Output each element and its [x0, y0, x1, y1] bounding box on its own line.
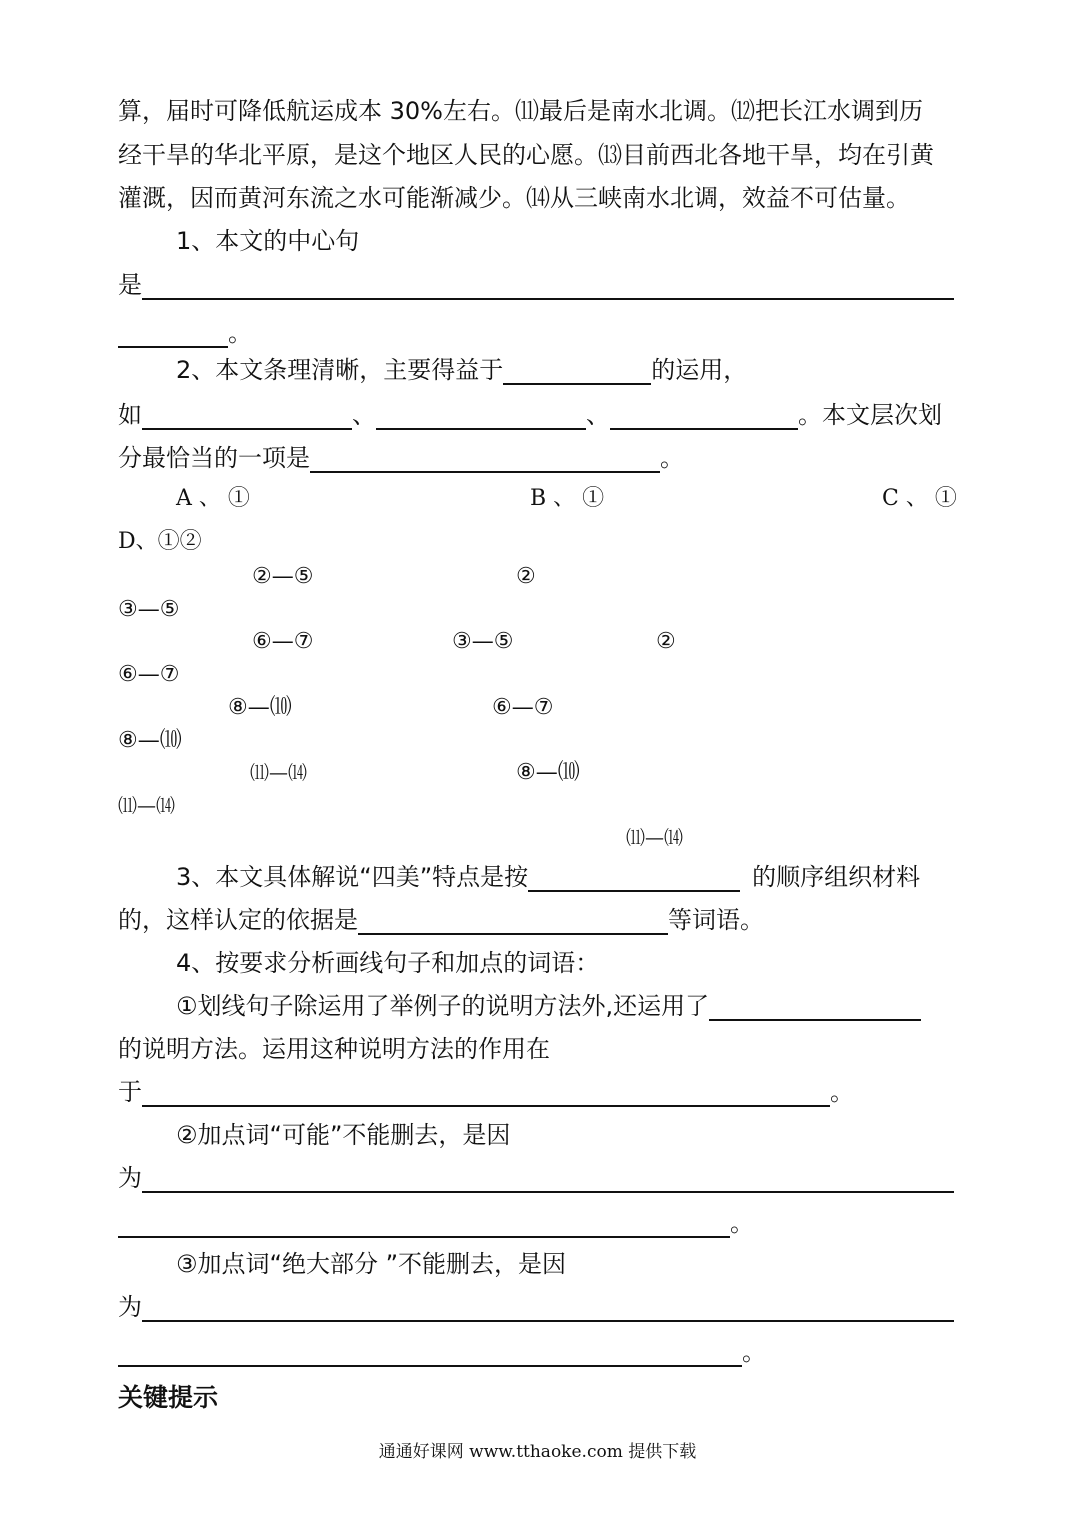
question-4-s3end: 。 — [742, 1338, 766, 1366]
question-2-end: 。 — [660, 444, 684, 472]
answer-blank[interactable] — [142, 1167, 954, 1193]
question-4-s2-line-2 — [118, 1208, 754, 1238]
question-3-prompt: 3、本文具体解说“四美”特点是按 — [176, 863, 529, 891]
question-3-line2b: 等词语。 — [668, 906, 764, 934]
question-4-s3-line-2 — [118, 1337, 766, 1367]
question-1-prompt: 1、本文的中心句 — [176, 227, 360, 255]
question-4-prompt: 4、按要求分析画线句子和加点的词语： — [176, 949, 600, 977]
question-3-after: 的顺序组织材料 — [752, 863, 921, 891]
question-3-line-1 — [176, 862, 920, 892]
question-4-s1end: 。 — [830, 1078, 854, 1106]
option-a-label: A 、 ① — [176, 486, 250, 511]
question-2-after: 的运用， — [651, 356, 748, 384]
question-2-line-3 — [118, 443, 684, 473]
question-4-s2lead: 为 — [118, 1164, 142, 1192]
option-b-item: ⑧—⑽ — [516, 760, 580, 785]
passage-line-2: 经干旱的华北平原，是这个地区人民的心愿。⒀目前西北各地干旱，均在引黄 — [118, 141, 934, 169]
question-4-s2-line — [118, 1163, 954, 1193]
answer-blank[interactable] — [142, 274, 954, 300]
passage-line-3: 灌溉，因而黄河东流之水可能渐减少。⒁从三峡南水北调，效益不可估量。 — [118, 184, 910, 212]
answer-blank[interactable] — [358, 909, 668, 935]
answer-blank[interactable] — [142, 1296, 954, 1322]
question-2-line-2 — [118, 400, 942, 430]
answer-blank[interactable] — [142, 1081, 830, 1107]
answer-blank[interactable] — [528, 866, 740, 892]
question-4-s3: ③加点词“绝大部分 ”不能删去，是因 — [176, 1250, 567, 1278]
option-d-label: D、①② — [118, 529, 202, 554]
question-1-answer-line — [118, 270, 954, 300]
answer-blank[interactable] — [118, 1212, 730, 1238]
question-2-sep: 、 — [586, 401, 610, 429]
option-a-item: ⑥—⑦ — [252, 629, 314, 654]
option-c-item: ② — [656, 629, 676, 654]
question-2-line-1 — [176, 355, 747, 385]
question-4-s3-line — [118, 1292, 954, 1322]
question-3-line-2 — [118, 905, 764, 935]
question-4-s1c-line — [118, 1077, 854, 1107]
answer-blank[interactable] — [610, 404, 798, 430]
question-1-lead: 是 — [118, 271, 142, 299]
question-4-s1: ①划线句子除运用了举例子的说明方法外,还运用了 — [176, 992, 710, 1020]
question-1-end: 。 — [228, 319, 252, 347]
question-4-s2: ②加点词“可能”不能删去，是因 — [176, 1121, 511, 1149]
question-4-s1c: 于 — [118, 1078, 142, 1106]
answer-blank[interactable] — [118, 1341, 742, 1367]
question-4-sub-1 — [176, 991, 921, 1021]
answer-blank[interactable] — [503, 359, 651, 385]
page-footer: 通通好课网 www.tthaoke.com 提供下载 — [378, 1442, 697, 1462]
answer-blank[interactable] — [709, 995, 921, 1021]
option-a-item: ②—⑤ — [252, 564, 314, 589]
answer-blank[interactable] — [142, 404, 352, 430]
question-4-s1b: 的说明方法。运用这种说明方法的作用在 — [118, 1035, 550, 1063]
option-d-item: ⑧—⑽ — [118, 728, 182, 753]
question-2-line3-text: 分最恰当的一项是 — [118, 444, 310, 472]
question-3-line2a: 的，这样认定的依据是 — [118, 906, 358, 934]
answer-blank[interactable] — [118, 322, 228, 348]
question-2-tail: 。本文层次划 — [798, 401, 942, 429]
passage-line-1: 算，届时可降低航运成本 30%左右。⑾最后是南水北调。⑿把长江水调到历 — [118, 97, 923, 125]
option-b-label: B 、 ① — [530, 486, 605, 511]
question-4-s2end: 。 — [730, 1209, 754, 1237]
option-a-item: ⑧—⑽ — [228, 695, 292, 720]
question-2-prompt: 2、本文条理清晰，主要得益于 — [176, 356, 504, 384]
section-title: 关键提示 — [118, 1383, 219, 1412]
option-c-item: ⑾—⒁ — [626, 827, 684, 849]
option-b-item: ③—⑤ — [452, 629, 514, 654]
option-b-item: ⑥—⑦ — [492, 695, 554, 720]
question-2-sep: 、 — [352, 401, 376, 429]
option-d-item: ③—⑤ — [118, 597, 180, 622]
option-d-item: ⑥—⑦ — [118, 662, 180, 687]
answer-blank[interactable] — [376, 404, 586, 430]
option-d-item: ⑾—⒁ — [118, 795, 176, 817]
question-4-s3lead: 为 — [118, 1293, 142, 1321]
option-c-label: C 、 ① — [882, 486, 957, 511]
question-2-lead: 如 — [118, 401, 142, 429]
answer-blank[interactable] — [310, 447, 660, 473]
question-1-answer-line-2 — [118, 318, 252, 348]
option-a-item: ⑾—⒁ — [250, 762, 308, 784]
option-b-item: ② — [516, 564, 536, 589]
